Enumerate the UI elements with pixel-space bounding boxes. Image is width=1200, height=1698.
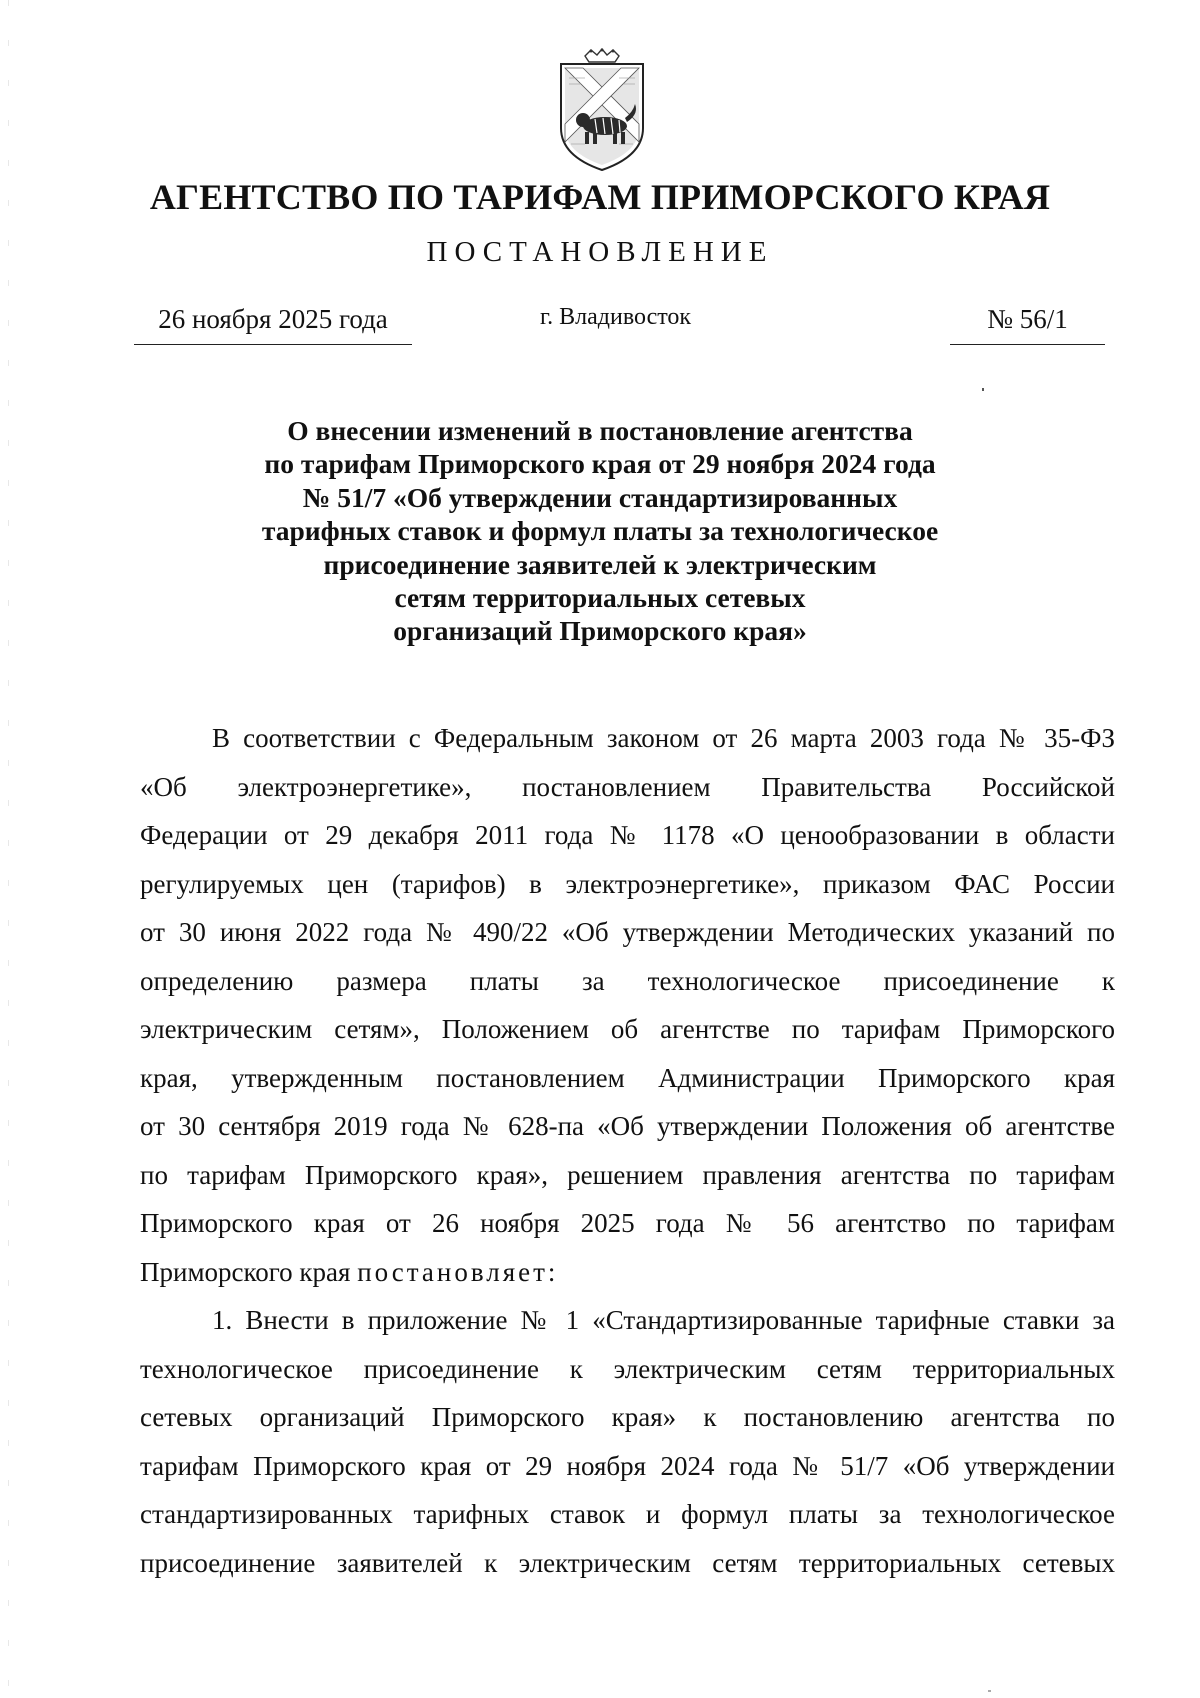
body-line: от 30 сентября 2019 года № 628-па «Об утверждении Положения об агентстве — [140, 1111, 1115, 1141]
document-subject — [180, 414, 1020, 648]
subject-line: сетям территориальных сетевых — [394, 582, 806, 614]
body-line: «Об электроэнергетике», постановлением Правительства Российской — [140, 771, 1115, 802]
resolution-word: постановляет: — [357, 1256, 559, 1287]
body-line: тарифам Приморского края от 29 ноября 2024 года № 51/7 «Об утверждении — [140, 1450, 1115, 1481]
body-line: регулируемых цен (тарифов) в электроэнергетике», приказом ФАС России — [140, 868, 1115, 899]
body-line: края, утвержденным постановлением Администрации Приморского края — [140, 1062, 1115, 1093]
scan-dot — [982, 388, 984, 391]
subject-line: № 51/7 «Об утверждении стандартизированных — [302, 481, 898, 513]
scan-dot — [988, 1690, 991, 1692]
date-underline — [134, 344, 412, 345]
document-type: ПОСТАНОВЛЕНИЕ — [426, 236, 774, 268]
document-city: г. Владивосток — [540, 304, 692, 330]
body-line: стандартизированных тарифных ставок и формул платы за технологическое — [140, 1499, 1115, 1529]
body-line: присоединение заявителей к электрическим сетям территориальных сетевых — [140, 1547, 1115, 1578]
document-date: 26 ноября 2025 года — [158, 304, 388, 334]
subject-line: О внесении изменений в постановление агентства — [287, 415, 913, 446]
subject-line: организаций Приморского края» — [393, 615, 807, 647]
coat-of-arms-icon — [555, 48, 649, 174]
body-line: от 30 июня 2022 года № 490/22 «Об утверждении Методических указаний по — [140, 917, 1115, 947]
body-line: 1. Внести в приложение № 1 «Стандартизированные тарифные ставки за — [212, 1305, 1115, 1335]
body-text-fragment: Приморского края — [140, 1256, 358, 1287]
body-line — [140, 1248, 1115, 1297]
body-line: электрическим сетям», Положением об агентстве по тарифам Приморского — [140, 1014, 1115, 1044]
body-line: по тарифам Приморского края», решением правления агентства по тарифам — [140, 1159, 1115, 1190]
document-number: № 56/1 — [987, 304, 1068, 334]
number-underline — [950, 344, 1105, 345]
body-line: сетевых организаций Приморского края» к постановлению агентства по — [140, 1402, 1115, 1432]
subject-line: по тарифам Приморского края от 29 ноября 2024 года — [264, 448, 936, 480]
body-line: определению размера платы за технологическое присоединение к — [140, 965, 1115, 996]
document-body — [140, 714, 1115, 1587]
organization-title: АГЕНТСТВО ПО ТАРИФАМ ПРИМОРСКОГО КРАЯ — [149, 177, 1051, 217]
body-line: технологическое присоединение к электрическим сетям территориальных — [140, 1353, 1115, 1384]
subject-line: присоединение заявителей к электрическим — [323, 548, 877, 580]
body-line: Приморского края от 26 ноября 2025 года № 56 агентство по тарифам — [140, 1208, 1115, 1238]
body-line: Федерации от 29 декабря 2011 года № 1178 «О ценообразовании в области — [140, 820, 1115, 850]
body-line: В соответствии с Федеральным законом от 26 марта 2003 года № 35-ФЗ — [212, 723, 1115, 753]
subject-line: тарифных ставок и формул платы за технологическое — [261, 515, 939, 547]
